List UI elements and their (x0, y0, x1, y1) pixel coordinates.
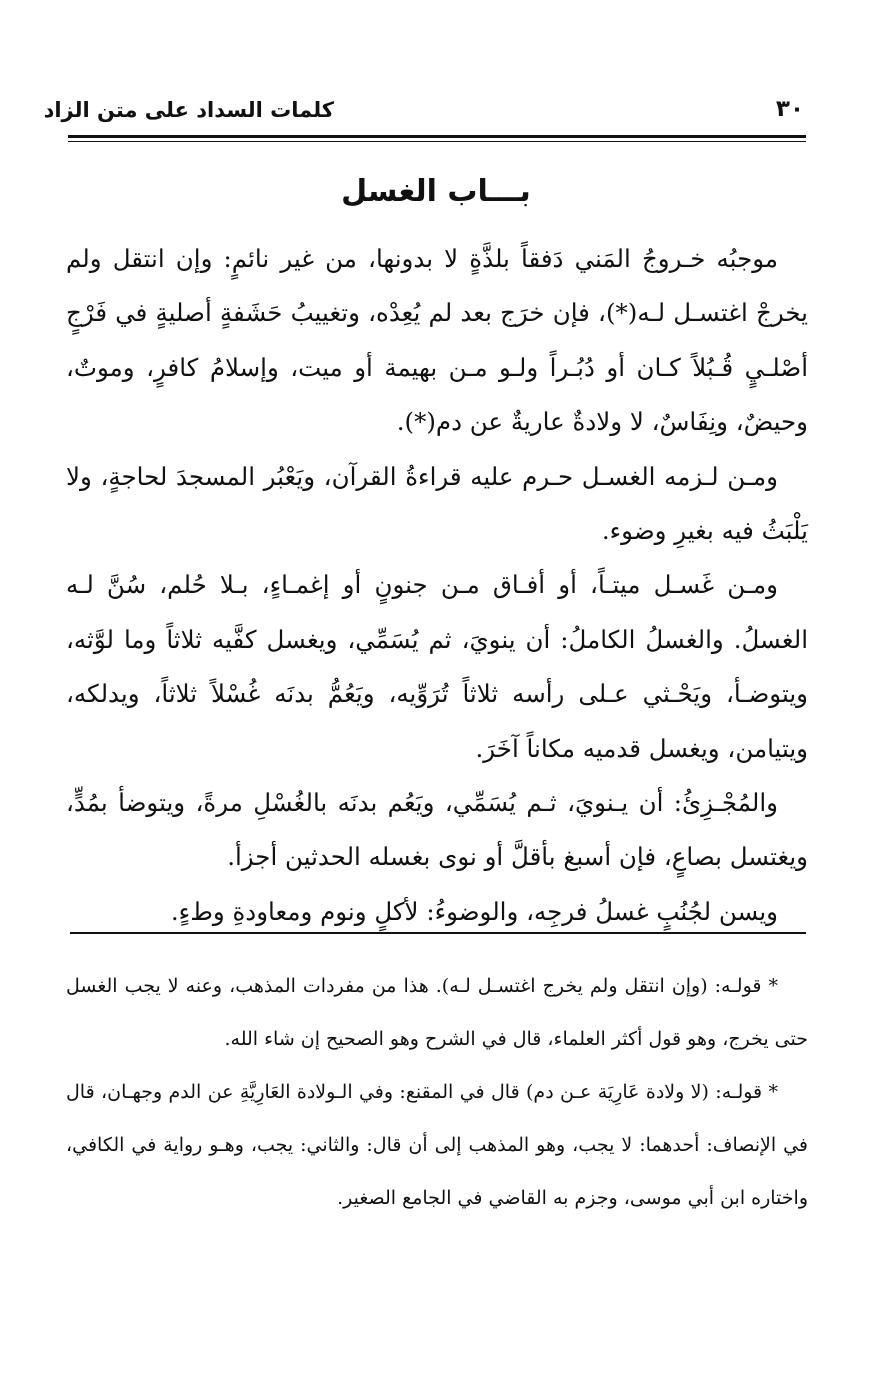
header-rule-thick (68, 135, 806, 138)
footnote-2: * قولـه: (لا ولادة عَارِيَة عـن دم) قال في المقنع: وفي الـولادة العَارِيَّةِ عن الدم وجهـان، قال في الإنصاف: أحدهما: لا يجب، وهو المذهب إلى أن قال: والثاني: يجب، وهـو رواية في الكافي، واختاره ابن أبي موسى، وجزم به القاضي في الجامع الصغير. (66, 1081, 808, 1209)
footnote-separator (70, 932, 806, 934)
footnotes (66, 960, 808, 1225)
paragraph-1: موجبُه خـروجُ المَني دَفقاً بلذَّةٍ لا بدونها، من غير نائمٍ: وإن انتقل ولم يخرجْ اغتسـل لـه(*)، فإن خرَج بعد لم يُعِدْه، وتغييبُ حَشَفةٍ أصليةٍ في فَرْجٍ أصْلـيٍ قُـبُلاً كـان أو دُبُـراً ولـو مـن بهيمة أو ميت، وإسلامُ كافرٍ، وموتٌ، وحيضٌ، ونِفَاسٌ، لا ولادةٌ عاريةٌ عن دم(*). (66, 244, 808, 437)
footnote-1: * قولـه: (وإن انتقل ولم يخرج اغتسـل لـه). هذا من مفردات المذهب، وعنه لا يجب الغسل حتى يخرج، وهو قول أكثر العلماء، قال في الشرح وهو الصحيح إن شاء الله. (66, 975, 808, 1050)
chapter-title: بـــاب الغسل (341, 174, 531, 209)
paragraph-2: ومـن لـزمه الغسـل حـرم عليه قراءةُ القرآن، ويَعْبُر المسجدَ لحاجةٍ، ولا يَلْبَثُ فيه بغيرِ وضوء. (66, 461, 808, 546)
paragraph-3: ومـن غَسـل ميتـاً، أو أفـاق مـن جنونٍ أو إغمـاءٍ، بـلا حُلم، سُنَّ لـه الغسلُ. والغسلُ الكاملُ: أن ينويَ، ثم يُسَمِّي، ويغسل كفَّيه ثلاثاً وما لوَّثه، ويتوضـأ، ويَحْـثي عـلى رأسه ثلاثاً تُرَوِّيه، ويَعُمُّ بدنَه غُسْلاً ثلاثاً، ويدلكه، ويتيامن، ويغسل قدميه مكاناً آخَرَ. (66, 570, 808, 763)
page-number: ٣٠ (775, 96, 804, 122)
running-header (43, 92, 806, 132)
paragraph-5: ويسن لجُنُبٍ غسلُ فرجِه، والوضوءُ: لأكلٍ ونوم ومعاودةِ وطءٍ. (170, 896, 778, 926)
header-rule-thin (68, 141, 806, 142)
running-header-title: كلمات السداد على متن الزاد (43, 98, 334, 122)
paragraph-4: والمُجْـزِئُ: أن يـنويَ، ثـم يُسَمِّي، ويَعُم بدنَه بالغُسْلِ مرةً، ويتوضأ بمُدٍّ، ويغتسل بصاعٍ، فإن أسبغ بأقلَّ أو نوى بغسله الحدثين أجزأ. (66, 788, 808, 872)
main-text (66, 232, 808, 939)
